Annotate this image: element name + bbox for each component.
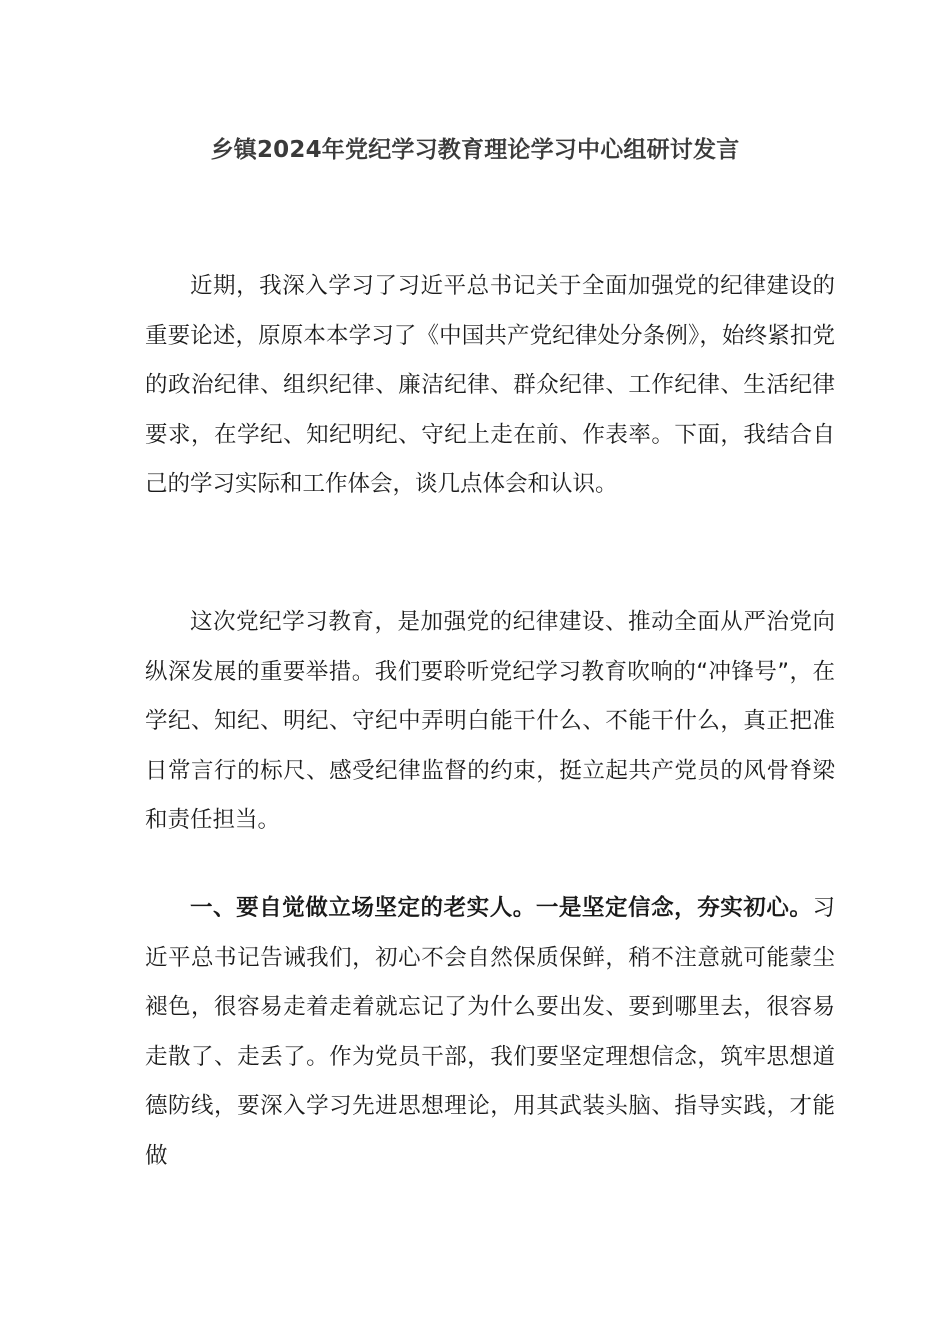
paragraph-3 xyxy=(145,884,835,1181)
paragraph-1: 近期，我深入学习了习近平总书记关于全面加强党的纪律建设的重要论述，原原本本学习了《中国共产党纪律处分条例》，始终紧扣党的政治纪律、组织纪律、廉洁纪律、群众纪律、工作纪律、生活纪律要求，在学纪、知纪明纪、守纪上走在前、作表率。下面，我结合自己的学习实际和工作体会，谈几点体会和认识。 xyxy=(145,273,835,497)
paragraph-3-body: 习近平总书记告诫我们，初心不会自然保质保鲜，稍不注意就可能蒙尘褪色，很容易走着走着就忘记了为什么要出发、要到哪里去，很容易走散了、走丢了。作为党员干部，我们要坚定理想信念，筑牢思想道德防线，要深入学习先进思想理论，用其武装头脑、指导实践，才能做 xyxy=(145,895,835,1169)
subsection-heading: 一是坚定信念，夯实初心。 xyxy=(535,895,813,921)
document-title: 乡镇2024年党纪学习教育理论学习中心组研讨发言 xyxy=(210,137,740,163)
paragraph-2: 这次党纪学习教育，是加强党的纪律建设、推动全面从严治党向纵深发展的重要举措。我们要聆听党纪学习教育吹响的“冲锋号”，在学纪、知纪、明纪、守纪中弄明白能干什么、不能干什么，真正把准日常言行的标尺、感受纪律监督的约束，挺立起共产党员的风骨脊梁和责任担当。 xyxy=(145,609,835,833)
section-heading: 一、要自觉做立场坚定的老实人。 xyxy=(190,895,536,921)
